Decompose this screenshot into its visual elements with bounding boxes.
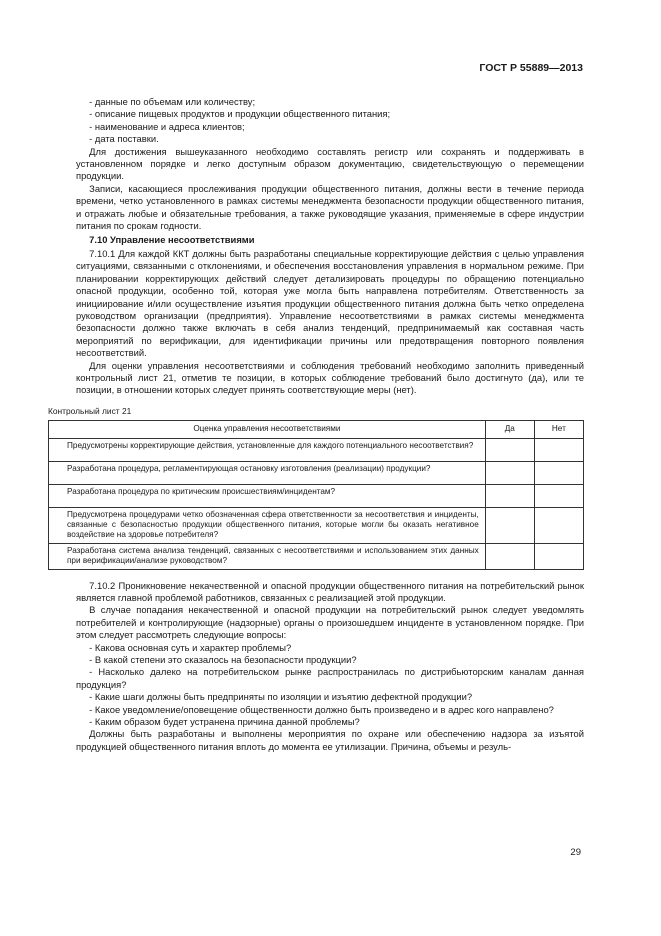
answer-no-cell[interactable] bbox=[534, 484, 583, 507]
paragraph-7-10-1: 7.10.1 Для каждой ККТ должны быть разработаны специальные корректирующие действия с целью управления ситуациями, связанными с отклонениями, и обеспечения восстановления управления в нормальном режиме. При планировании корректирующих действий следует детализировать процедуры по обращению потенциально опасной продукции, особенно той, которая уже могла быть направлена потребителям. Ответственность за инициирование и/или осуществление изъятия продукции общественного питания должна быть четко определена руководством организации (предприятия). Управление несоответствиями в рамках системы менеджмента безопасности должно также включать в себя анализ тенденций, предпринимаемый как составная часть мероприятий по верификации, для идентификации причины или предотвращения повторного появления несоответствий. bbox=[76, 247, 584, 359]
column-header-no: Нет bbox=[534, 421, 583, 438]
answer-yes-cell[interactable] bbox=[485, 507, 534, 543]
checklist-question: Разработана система анализа тенденций, связанных с несоответствиями и использованием этих данных при верификации/анализе руководством? bbox=[49, 543, 486, 569]
checklist-question: Разработана процедура по критическим происшествиям/инцидентам? bbox=[49, 484, 486, 507]
table-row bbox=[49, 461, 584, 484]
answer-no-cell[interactable] bbox=[534, 507, 583, 543]
document-body bbox=[48, 96, 584, 753]
paragraph-final: Должны быть разработаны и выполнены мероприятия по охране или обеспечению надзора за изъятой продукцией общественного питания вплоть до момента ее утилизации. Причина, объемы и резуль- bbox=[76, 728, 584, 752]
answer-no-cell[interactable] bbox=[534, 543, 583, 569]
list-item: - Какое уведомление/оповещение общественности должно быть произведено и в адрес кого направлено? bbox=[89, 703, 554, 715]
table-row bbox=[49, 438, 584, 461]
list-item: - Какие шаги должны быть предприняты по изоляции и изъятию дефектной продукции? bbox=[89, 691, 473, 703]
answer-yes-cell[interactable] bbox=[485, 543, 534, 569]
list-item: - описание пищевых продуктов и продукции общественного питания; bbox=[89, 108, 391, 120]
table-row bbox=[49, 484, 584, 507]
paragraph-records: Записи, касающиеся прослеживания продукции общественного питания, должны вести в течение периода времени, четко установленного в рамках системы менеджмента безопасности продукции общественного питания, и отражать любые и обязательные требования, а также руководящие указания, применяемые в сфере индустрии питания по срокам годности. bbox=[76, 182, 584, 232]
answer-yes-cell[interactable] bbox=[485, 438, 534, 461]
answer-yes-cell[interactable] bbox=[485, 484, 534, 507]
table-row bbox=[49, 507, 584, 543]
paragraph-7-10-2: 7.10.2 Проникновение некачественной и опасной продукции общественного питания на потребительский рынок является главной проблемой работников, связанных с реализацией этой продукции. bbox=[76, 579, 584, 603]
checklist-question: Разработана процедура, регламентирующая остановку изготовления (реализации) продукции? bbox=[49, 461, 486, 484]
checklist-question: Предусмотрена процедурами четко обозначенная сфера ответственности за несоответствия и инциденты, связанные с безопасностью продукции общественного питания, которые могли бы оказать негативное воздействие на здоровье потребителя? bbox=[49, 507, 486, 543]
list-item: - наименование и адреса клиентов; bbox=[89, 120, 245, 132]
list-item: - Какова основная суть и характер проблемы? bbox=[89, 641, 292, 653]
list-item: - данные по объемам или количеству; bbox=[89, 96, 256, 107]
column-header-question: Оценка управления несоответствиями bbox=[49, 421, 486, 438]
checklist-caption: Контрольный лист 21 bbox=[48, 405, 132, 416]
list-item: - дата поставки. bbox=[89, 133, 159, 145]
checklist-table bbox=[48, 420, 584, 569]
paragraph-checklist-intro: Для оценки управления несоответствиями и соблюдения требований необходимо заполнить приведенный контрольный лист 21, отметив те позиции, в которых соблюдение требований было достигнуто (да), или те позиции, в отношении которых следует принять соответствующие меры (нет). bbox=[76, 359, 584, 396]
answer-yes-cell[interactable] bbox=[485, 461, 534, 484]
page-number: 29 bbox=[570, 847, 581, 858]
checklist-question: Предусмотрены корректирующие действия, установленные для каждого потенциального несоответствия? bbox=[49, 438, 486, 461]
column-header-yes: Да bbox=[485, 421, 534, 438]
list-item: - Насколько далеко на потребительском рынке распространилась по дистрибьюторским каналам данная продукция? bbox=[76, 666, 584, 690]
paragraph-incident: В случае попадания некачественной и опасной продукции на потребительский рынок следует уведомлять потребителей и контролирующие (надзорные) органы о произошедшем инциденте в установленном порядке. При этом следует рассмотреть следующие вопросы: bbox=[76, 604, 584, 641]
table-header-row bbox=[49, 421, 584, 438]
document-code-header: ГОСТ Р 55889—2013 bbox=[479, 62, 583, 74]
section-heading: 7.10 Управление несоответствиями bbox=[89, 234, 255, 246]
answer-no-cell[interactable] bbox=[534, 461, 583, 484]
list-item: - В какой степени это сказалось на безопасности продукции? bbox=[89, 654, 357, 666]
paragraph-register: Для достижения вышеуказанного необходимо составлять регистр или сохранять и поддерживать в установленном порядке и легко доступным образом документацию, свидетельствующую о перемещении продукции. bbox=[76, 145, 584, 182]
list-item: - Каким образом будет устранена причина данной проблемы? bbox=[89, 716, 360, 728]
table-row bbox=[49, 543, 584, 569]
answer-no-cell[interactable] bbox=[534, 438, 583, 461]
